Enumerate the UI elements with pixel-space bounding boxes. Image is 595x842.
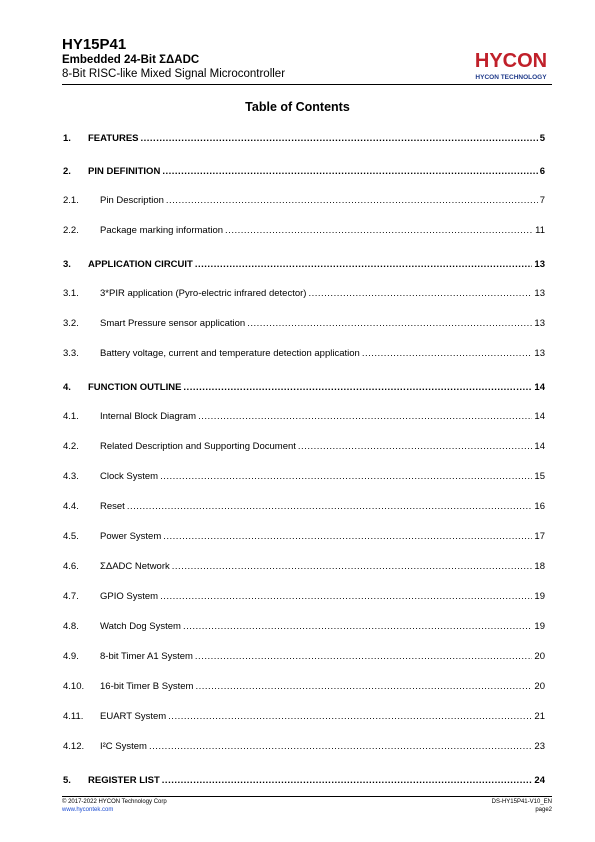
toc-leader-dots: [308, 288, 532, 299]
toc-entry-label: Battery voltage, current and temperature detection application: [100, 348, 360, 359]
toc-entry-label: APPLICATION CIRCUIT: [88, 259, 193, 270]
toc-entry[interactable]: [63, 741, 545, 755]
toc-entry-page: 19: [534, 591, 545, 602]
toc-entry[interactable]: [63, 471, 545, 485]
toc-entry-number: 4.2.: [63, 441, 79, 452]
toc-entry-page: 14: [534, 411, 545, 422]
toc-entry-page: 15: [534, 471, 545, 482]
toc-entry-number: 4.1.: [63, 411, 79, 422]
toc-entry[interactable]: [63, 651, 545, 665]
toc-entry-number: 1.: [63, 133, 71, 144]
logo-wordmark: HYCON: [474, 50, 548, 72]
footer-divider: [62, 796, 552, 797]
toc-entry[interactable]: [63, 501, 545, 515]
toc-leader-dots: [225, 225, 533, 236]
toc-entry-page: 17: [534, 531, 545, 542]
toc-leader-dots: [195, 681, 532, 692]
toc-entry-page: 13: [534, 288, 545, 299]
toc-entry-label: GPIO System: [100, 591, 159, 602]
toc-entry-page: 13: [534, 259, 545, 270]
copyright-text: © 2017-2022 HYCON Technology Corp: [62, 799, 167, 805]
toc-entry-label: I²C System: [100, 741, 147, 752]
toc-leader-dots: [160, 591, 532, 602]
toc-entry-label: FEATURES: [88, 133, 139, 144]
toc-entry[interactable]: [63, 681, 545, 695]
toc-leader-dots: [183, 621, 532, 632]
toc-entry-page: 13: [534, 348, 545, 359]
toc-entry[interactable]: [63, 411, 545, 425]
toc-entry-label: PIN DEFINITION: [88, 166, 161, 177]
toc-entry[interactable]: [63, 348, 545, 362]
toc-entry-page: 5: [539, 133, 545, 144]
toc-entry-label: 16-bit Timer B System: [100, 681, 194, 692]
toc-entry-number: 4.: [63, 382, 71, 393]
toc-entry[interactable]: [63, 531, 545, 545]
toc-entry[interactable]: [63, 711, 545, 725]
toc-entry-page: 20: [534, 651, 545, 662]
toc-leader-dots: [160, 471, 532, 482]
toc-entry[interactable]: [63, 591, 545, 605]
toc-entry[interactable]: [63, 382, 545, 396]
document-id: DS-HY15P41-V10_EN: [491, 799, 552, 805]
toc-entry-page: 21: [534, 711, 545, 722]
toc-leader-dots: [183, 382, 532, 393]
document-subtitle-2: 8-Bit RISC-like Mixed Signal Microcontroller: [62, 68, 286, 80]
toc-entry-number: 3.2.: [63, 318, 79, 329]
toc-leader-dots: [163, 531, 532, 542]
toc-entry-number: 3.3.: [63, 348, 79, 359]
toc-entry-label: Power System: [100, 531, 162, 542]
toc-leader-dots: [198, 411, 532, 422]
toc-entry[interactable]: [63, 166, 545, 180]
footer-left: [62, 798, 167, 814]
toc-entry-label: Package marking information: [100, 225, 224, 236]
toc-entry-number: 4.5.: [63, 531, 79, 542]
toc-entry-label: Watch Dog System: [100, 621, 181, 632]
footer-right: [492, 798, 552, 814]
toc-entry-number: 4.3.: [63, 471, 79, 482]
toc-entry-label: Reset: [100, 501, 125, 512]
toc-leader-dots: [166, 195, 538, 206]
toc-entry-page: 14: [534, 441, 545, 452]
toc-entry-label: Clock System: [100, 471, 159, 482]
logo-tagline: HYCON TECHNOLOGY: [475, 74, 547, 81]
toc-entry[interactable]: [63, 259, 545, 273]
toc-entry[interactable]: [63, 441, 545, 455]
toc-entry-label: 8-bit Timer A1 System: [100, 651, 193, 662]
toc-entry[interactable]: [63, 225, 545, 239]
toc-heading: Table of Contents: [245, 100, 350, 114]
toc-leader-dots: [362, 348, 533, 359]
toc-entry-number: 4.4.: [63, 501, 79, 512]
toc-entry-number: 4.7.: [63, 591, 79, 602]
toc-entry-label: Internal Block Diagram: [100, 411, 197, 422]
toc-leader-dots: [247, 318, 532, 329]
toc-entry-label: REGISTER LIST: [88, 775, 160, 786]
toc-leader-dots: [168, 711, 532, 722]
toc-leader-dots: [149, 741, 532, 752]
page-header: [62, 36, 552, 86]
toc-entry-label: 3*PIR application (Pyro-electric infrared detector): [100, 288, 307, 299]
toc-leader-dots: [195, 259, 533, 270]
toc-entry-page: 14: [534, 382, 545, 393]
toc-leader-dots: [162, 166, 537, 177]
toc-leader-dots: [127, 501, 533, 512]
toc-entry[interactable]: [63, 775, 545, 789]
toc-entry-page: 16: [534, 501, 545, 512]
toc-entry-number: 4.9.: [63, 651, 79, 662]
website-link[interactable]: www.hycontek.com: [62, 807, 114, 813]
toc-entry-page: 6: [539, 166, 545, 177]
toc-entry-label: ΣΔADC Network: [100, 561, 170, 572]
toc-entry[interactable]: [63, 288, 545, 302]
toc-entry[interactable]: [63, 621, 545, 635]
toc-entry-label: FUNCTION OUTLINE: [88, 382, 182, 393]
toc-entry-label: Related Description and Supporting Document: [100, 441, 296, 452]
toc-leader-dots: [195, 651, 533, 662]
toc-entry-number: 2.: [63, 166, 71, 177]
document-title: HY15P41: [62, 36, 127, 53]
toc-leader-dots: [162, 775, 533, 786]
toc-entry-page: 23: [534, 741, 545, 752]
toc-entry-number: 4.11.: [63, 711, 84, 722]
toc-entry-number: 4.10.: [63, 681, 85, 692]
toc-entry-page: 7: [539, 195, 545, 206]
toc-entry[interactable]: [63, 133, 545, 147]
toc-entry-number: 5.: [63, 775, 71, 786]
toc-entry-label: Smart Pressure sensor application: [100, 318, 246, 329]
header-divider: [62, 84, 552, 85]
page-number: page2: [535, 807, 552, 813]
hycon-logo: [470, 50, 552, 84]
toc-entry-page: 24: [534, 775, 545, 786]
toc-entry-number: 2.2.: [63, 225, 79, 236]
toc-entry-label: EUART System: [100, 711, 167, 722]
document-subtitle: Embedded 24-Bit ΣΔADC: [62, 54, 200, 66]
toc-leader-dots: [298, 441, 533, 452]
toc-entry-page: 18: [534, 561, 545, 572]
toc-entry-number: 3.: [63, 259, 71, 270]
toc-entry-number: 2.1.: [63, 195, 79, 206]
toc-entry-number: 4.12.: [63, 741, 85, 752]
toc-entry-page: 11: [535, 225, 545, 236]
toc-entry[interactable]: [63, 318, 545, 332]
toc-leader-dots: [172, 561, 533, 572]
toc-entry-number: 4.6.: [63, 561, 79, 572]
toc-entry-page: 19: [534, 621, 545, 632]
toc-leader-dots: [141, 133, 538, 144]
toc-entry-page: 20: [534, 681, 545, 692]
toc-entry[interactable]: [63, 195, 545, 209]
toc-entry[interactable]: [63, 561, 545, 575]
toc-entry-page: 13: [534, 318, 545, 329]
toc-entry-number: 3.1.: [63, 288, 79, 299]
toc-entry-label: Pin Description: [100, 195, 164, 206]
toc-entry-number: 4.8.: [63, 621, 79, 632]
